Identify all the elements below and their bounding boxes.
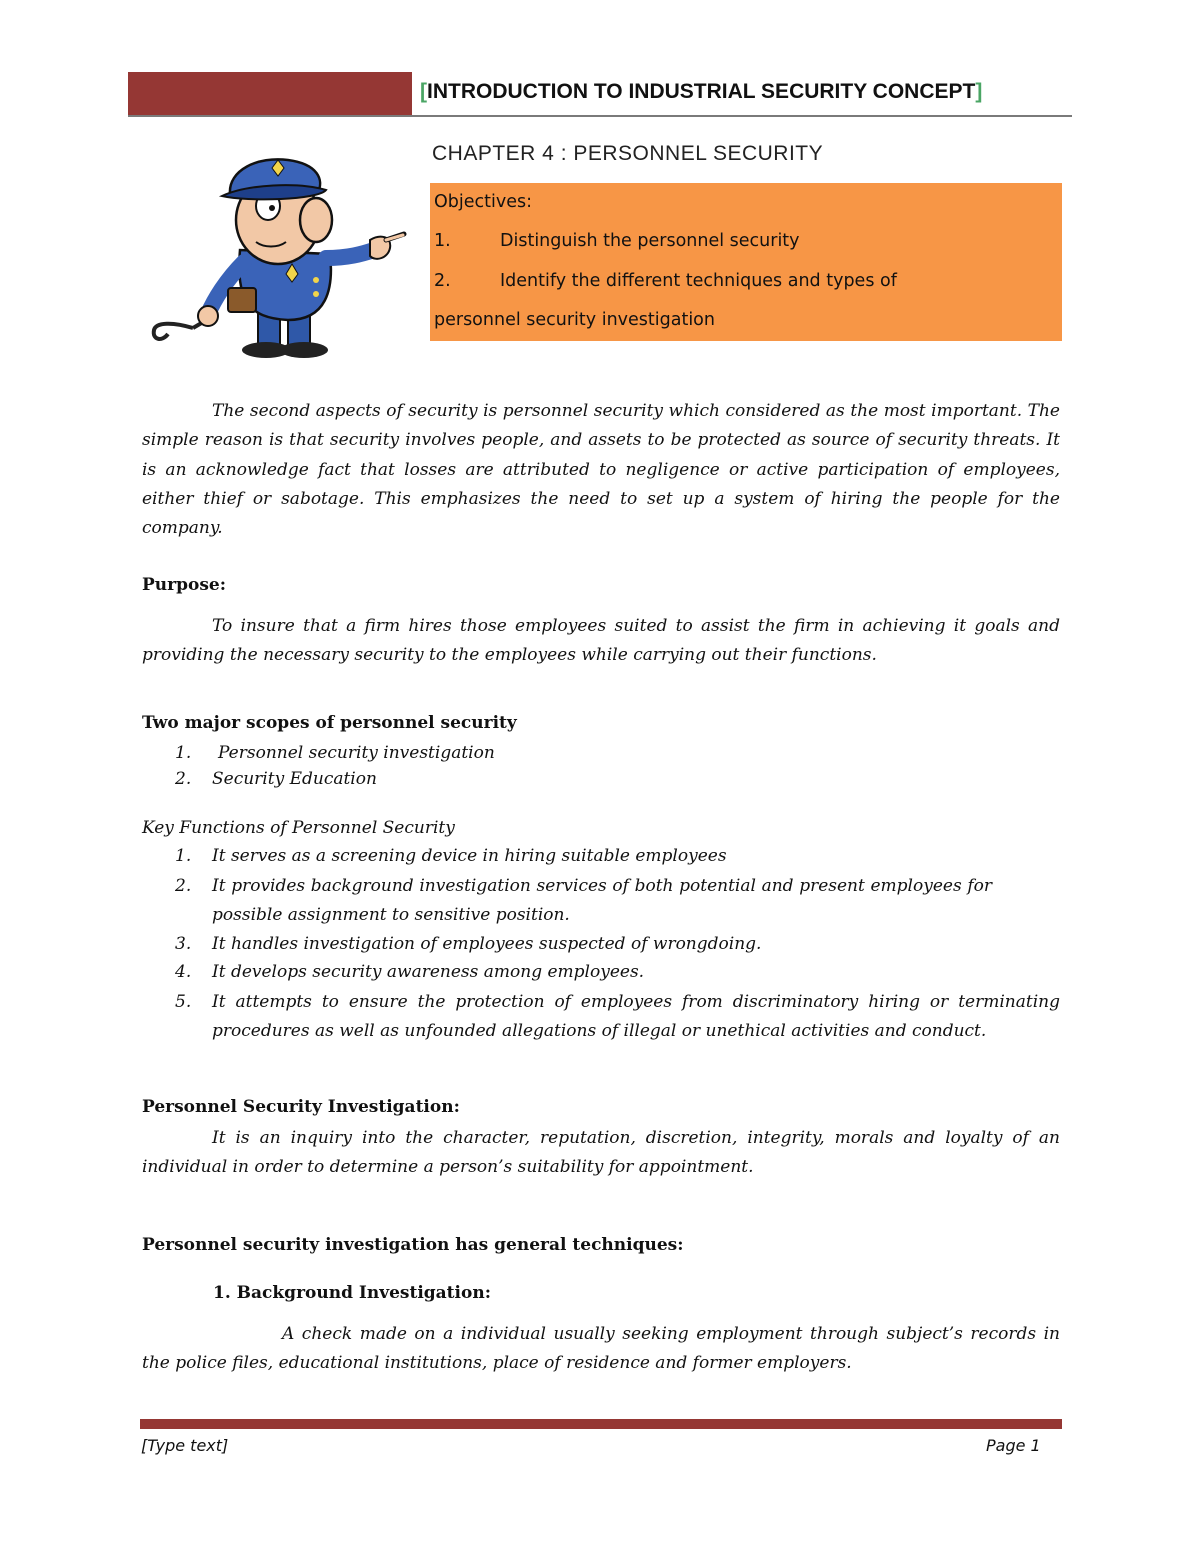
function-number: 5. xyxy=(175,992,192,1012)
function-item: It handles investigation of employees suspected of wrongdoing. xyxy=(212,934,762,954)
scopes-heading: Two major scopes of personnel security xyxy=(142,713,517,733)
key-functions-heading: Key Functions of Personnel Security xyxy=(142,818,455,838)
function-number: 3. xyxy=(175,934,192,954)
function-number: 1. xyxy=(175,846,192,866)
technique-item-title: 1. Background Investigation: xyxy=(213,1283,491,1303)
scope-item: Security Education xyxy=(212,769,377,789)
function-number: 4. xyxy=(175,962,192,982)
scope-item: Personnel security investigation xyxy=(218,743,495,763)
running-header-title xyxy=(420,80,982,104)
chapter-title: CHAPTER 4 : PERSONNEL SECURITY xyxy=(432,142,824,165)
scope-number: 2. xyxy=(175,769,192,789)
header-rule xyxy=(128,115,1072,117)
footer-rule xyxy=(140,1419,1062,1429)
function-item: It develops security awareness among employees. xyxy=(212,962,645,982)
footer-left-text: [Type text] xyxy=(141,1436,229,1455)
scope-number: 1. xyxy=(175,743,192,763)
objectives-label: Objectives: xyxy=(434,192,532,212)
function-item: It serves as a screening device in hiring suitable employees xyxy=(212,846,727,866)
psi-heading: Personnel Security Investigation: xyxy=(142,1097,460,1117)
objectives-box xyxy=(430,183,1062,341)
page-number: Page 1 xyxy=(986,1436,1041,1455)
objective-item: 2. Identify the different techniques and types of xyxy=(434,271,897,291)
psi-paragraph: It is an inquiry into the character, reputation, discretion, integrity, morals and loyalty of an individual in order to determine a person’s suitability for appointment. xyxy=(142,1128,1060,1178)
police-officer-cartoon-icon xyxy=(148,150,410,362)
header-title-text: INTRODUCTION TO INDUSTRIAL SECURITY CONCEPT xyxy=(427,80,976,103)
objective-continuation: personnel security investigation xyxy=(434,310,715,330)
purpose-heading: Purpose: xyxy=(142,575,226,595)
header-bracket-open: [ xyxy=(420,80,427,103)
purpose-paragraph: To insure that a firm hires those employees suited to assist the firm in achieving it goals and providing the necessary security to the employees while carrying out their functions. xyxy=(142,616,1060,666)
objective-item: 1. Distinguish the personnel security xyxy=(434,231,800,251)
technique-paragraph: A check made on a individual usually seeking employment through subject’s records in the police files, educational institutions, place of residence and former employers. xyxy=(142,1324,1060,1374)
function-item: It provides background investigation services of both potential and present employees for possible assignment to sensitive position. xyxy=(212,876,992,925)
intro-paragraph: The second aspects of security is personnel security which considered as the most important. The simple reason is that security involves people, and assets to be protected as source of security threats. It is an acknowledge fact that losses are attributed to negligence or active participation of employees, either thief or sabotage. This emphasizes the need to set up a system of hiring the people for the company. xyxy=(142,401,1060,539)
header-bracket-close: ] xyxy=(975,80,983,103)
header-accent-bar xyxy=(128,72,412,116)
function-item: It attempts to ensure the protection of employees from discriminatory hiring or terminating procedures as well as unfounded allegations of illegal or unethical activities and conduct. xyxy=(212,992,1060,1041)
function-number: 2. xyxy=(175,876,192,896)
techniques-heading: Personnel security investigation has general techniques: xyxy=(142,1235,684,1255)
